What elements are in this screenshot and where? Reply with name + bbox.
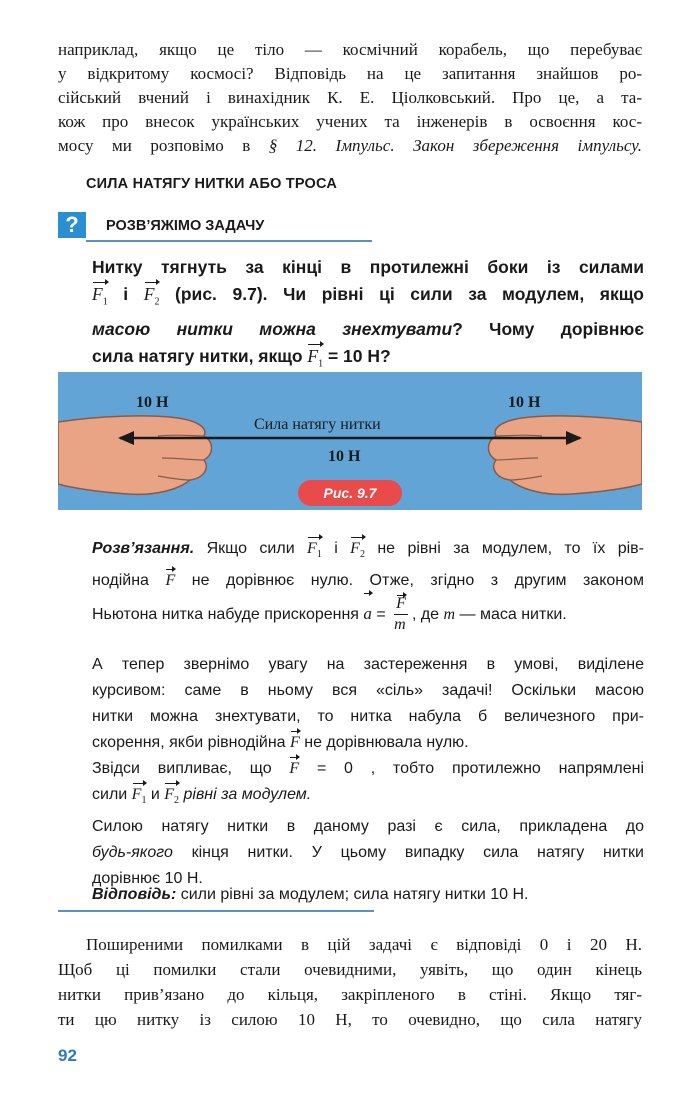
solution-label: Розв’язання. [92, 540, 195, 557]
solution-line: Звідси випливає, що F = 0 , тобто протилежно напрямлені [92, 756, 644, 782]
answer-line [92, 882, 644, 908]
vector-f2: $F_2$ [350, 536, 365, 568]
page-number: 92 [58, 1046, 77, 1065]
left-hand-icon [58, 416, 212, 494]
rope-tension-label: Сила натягу нитки [254, 416, 381, 433]
solution-line: нодійна F не дорівнює нулю. Отже, згідно з другим законом [92, 568, 644, 594]
intro-line: сійський вчений і винахідник К. Е. Ціолковський. Про це, а та- [58, 88, 642, 107]
solution-paragraph-1 [92, 536, 644, 594]
solution-line: скорення, якби рівнодійна F не дорівнювала нулю. [92, 730, 644, 756]
problem-line: масою нитки можна знехтувати? Чому дорівнює [92, 318, 644, 339]
vector-f1: $F_1$ [92, 281, 108, 316]
figure-rope-tension [58, 372, 642, 510]
outro-paragraph [58, 932, 642, 1032]
answer-text: сили рівні за модулем; сила натягу нитки 10 Н. [176, 886, 529, 903]
section-reference[interactable]: § 12. Імпульс. Закон збереження імпульсу. [268, 136, 642, 155]
solution-line: Розв’язання. Якщо сили $F_1$ і $F_2$ не рівні за модулем, то їх рів- [92, 536, 644, 568]
solution-line: будь-якого кінця нитки. У цьому випадку сила натягу нитки [92, 844, 644, 862]
vector-f-resultant: F [289, 756, 299, 782]
question-icon: ? [58, 212, 86, 238]
problem-line: $F_1$ і $F_2$ (рис. 9.7). Чи рівні ці сили за модулем, якщо [92, 281, 644, 316]
outro-line: Поширеними помилками в цій задачі є відповіді 0 і 20 Н. [86, 935, 642, 954]
section-heading: СИЛА НАТЯГУ НИТКИ АБО ТРОСА [86, 176, 337, 192]
right-force-label: 10 Н [508, 394, 541, 411]
vector-f-resultant: F [165, 568, 175, 594]
problem-emphasis: масою нитки можна знехтувати [92, 318, 453, 339]
task-heading-underline [86, 240, 372, 242]
right-hand-icon [489, 416, 643, 494]
solution-line: А тепер звернімо увагу на застереження в умові, виділене [92, 656, 644, 673]
solution-paragraph-2 [92, 652, 644, 892]
left-force-label: 10 Н [136, 394, 169, 411]
intro-line: у відкритому космосі? Відповідь на це запитання знайшов ро- [58, 64, 642, 83]
problem-line: сила натягу нитки, якщо $F_1 = 10$ Н? [92, 343, 644, 378]
solution-line: дорівнює 10 Н. [92, 870, 203, 888]
task-heading: РОЗВ’ЯЖІМО ЗАДАЧУ [106, 218, 265, 234]
vector-f1: $F_1$ [307, 536, 322, 568]
solution-line: сили $F_1$ и $F_2$ рівні за модулем. [92, 782, 644, 814]
vector-f-resultant: F [290, 730, 300, 756]
solution-line: нитки можна знехтувати, то нитка набула б величезного при- [92, 708, 644, 725]
outro-line: нитки прив’язано до кільця, закріпленого в стіні. Якщо тяг- [58, 985, 642, 1004]
intro-line: наприклад, якщо це тіло — космічний корабель, що перебуває [58, 40, 642, 59]
outro-line: ти цю нитку із силою 10 Н, то очевидно, що сила натягу [58, 1010, 642, 1029]
intro-line [58, 134, 642, 158]
vector-a: a [363, 592, 372, 636]
acceleration-fraction: $\frac{F}{m}$ [394, 595, 406, 634]
newton-formula-line: Ньютона нитка набуде прискорення a = $\frac{F}{m}$ , де m — маса нитки. [92, 592, 644, 637]
problem-line: Нитку тягнуть за кінці в протилежні боки із силами [92, 257, 644, 277]
problem-statement [92, 254, 644, 377]
solution-line: Силою натягу нитки в даному разі є сила, прикладена до [92, 818, 644, 836]
solution-line: курсивом: саме в ньому вся «сіль» задачі! Оскільки масою [92, 682, 644, 699]
vector-f2: $F_2$ [144, 281, 160, 316]
answer-underline [58, 910, 374, 912]
outro-line: Щоб ці помилки стали очевидними, уявіть, що один кінець [58, 960, 642, 979]
vector-f2: $F_2$ [164, 782, 179, 814]
vector-f1: $F_1$ [307, 343, 323, 378]
figure-caption: Рис. 9.7 [298, 480, 402, 506]
intro-line: кож про внесок українських учених та інженерів в освоєння кос- [58, 112, 642, 131]
intro-paragraph [58, 38, 642, 158]
vector-f1: $F_1$ [132, 782, 147, 814]
tension-value-label: 10 Н [328, 448, 361, 465]
answer-label: Відповідь: [92, 886, 177, 903]
intro-text: мосу ми розповімо в [58, 136, 269, 155]
